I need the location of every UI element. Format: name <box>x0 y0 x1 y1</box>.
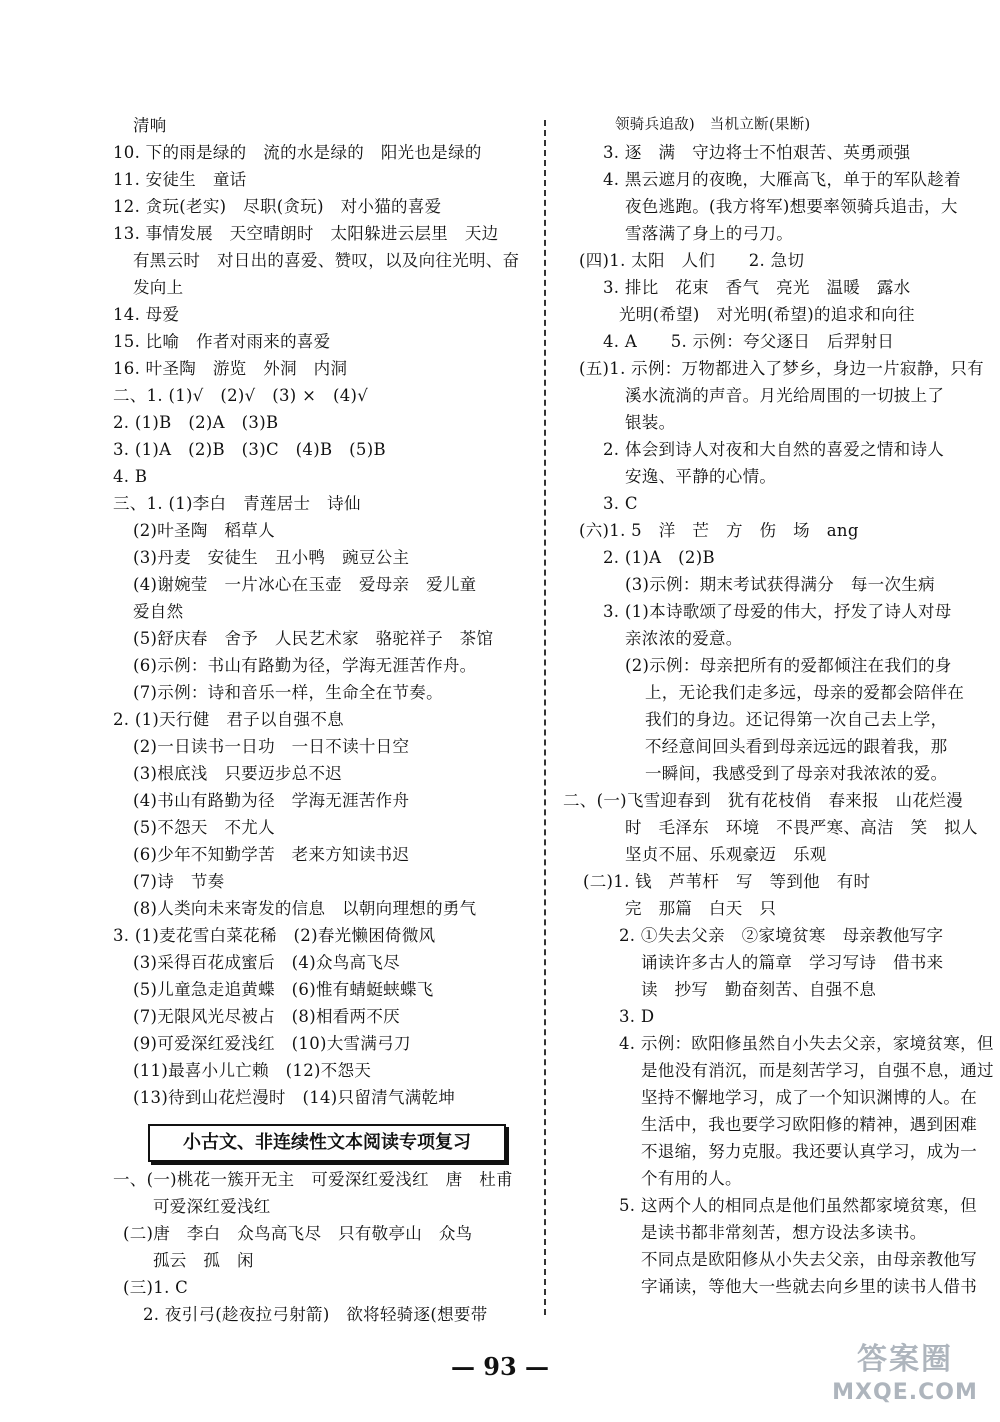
answer-line: 3. (1)本诗歌颂了母爱的伟大，抒发了诗人对母 <box>603 602 952 621</box>
watermark-logo <box>820 1340 990 1412</box>
answer-line: (5)不怨天 不尤人 <box>133 818 275 837</box>
answer-line: (四)1. 太阳 人们 2. 急切 <box>579 251 805 270</box>
answer-line: 3. 逐 满 守边将士不怕艰苦、英勇顽强 <box>603 143 911 162</box>
answer-line: 5. 这两个人的相同点是他们虽然都家境贫寒，但 <box>619 1196 977 1215</box>
answer-line: (六)1. 5 洋 芒 方 伤 场 ang <box>579 521 859 540</box>
left-column <box>113 112 533 1111</box>
answer-line: 诵读许多古人的篇章 学习写诗 借书来 <box>641 953 944 972</box>
answer-line: (7)示例：诗和音乐一样，生命全在节奏。 <box>133 683 443 702</box>
section-title: 小古文、非连续性文本阅读专项复习 <box>148 1124 506 1162</box>
answer-line: 上，无论我们走多远，母亲的爱都会陪伴在 <box>645 683 965 702</box>
answer-line: (6)少年不知勤学苦 老来方知读书迟 <box>133 845 410 864</box>
answer-line: 孤云 孤 闲 <box>153 1251 254 1270</box>
answer-line: 完 那篇 白天 只 <box>625 899 777 918</box>
answer-line: 2. 夜引弓(趁夜拉弓射箭) 欲将轻骑逐(想要带 <box>143 1305 488 1324</box>
left-column-after-title <box>113 1166 533 1328</box>
answer-line: 16. 叶圣陶 游览 外洞 内洞 <box>113 359 348 378</box>
answer-line: (11)最喜小儿亡赖 (12)不怨天 <box>133 1061 372 1080</box>
answer-line: 4. 示例：欧阳修虽然自小失去父亲，家境贫寒，但 <box>619 1034 994 1053</box>
answer-line: 11. 安徒生 童话 <box>113 170 247 189</box>
answer-line: 2. (1)天行健 君子以自强不息 <box>113 710 344 729</box>
answer-line: 有黑云时 对日出的喜爱、赞叹，以及向往光明、奋 <box>133 251 520 270</box>
answer-line: 雪落满了身上的弓刀。 <box>625 224 793 243</box>
answer-line: (2)一日读书一日功 一日不读十日空 <box>133 737 410 756</box>
answer-line: 是读书都非常刻苦，想方设法多读书。 <box>641 1223 927 1242</box>
answer-line: 夜色逃跑。(我方将军)想要率领骑兵追击，大 <box>625 197 958 216</box>
answer-line: 3. (1)麦花雪白菜花稀 (2)春光懒困倚微风 <box>113 926 436 945</box>
answer-line: (5)儿童急走追黄蝶 (6)惟有蜻蜓蛱蝶飞 <box>133 980 434 999</box>
answer-line: 我们的身边。还记得第一次自己去上学， <box>645 710 948 729</box>
column-divider <box>544 120 546 1315</box>
answer-line: 溪水流淌的声音。月光给周围的一切披上了 <box>625 386 945 405</box>
answer-line: 2. (1)A (2)B <box>603 548 715 567</box>
answer-line: (3)丹麦 安徒生 丑小鸭 豌豆公主 <box>133 548 410 567</box>
answer-line: 4. 黑云遮月的夜晚，大雁高飞，单于的军队趁着 <box>603 170 961 189</box>
answer-line: 字诵读，等他大一些就去向乡里的读书人借书 <box>641 1277 977 1296</box>
answer-line: 是他没有消沉，而是刻苦学习，自强不息，通过 <box>641 1061 994 1080</box>
answer-line: (13)待到山花烂漫时 (14)只留清气满乾坤 <box>133 1088 456 1107</box>
answer-line: 安逸、平静的心情。 <box>625 467 777 486</box>
answer-line: 不同点是欧阳修从小失去父亲，由母亲教他写 <box>641 1250 977 1269</box>
answer-line: 可爱深红爱浅红 <box>153 1197 271 1216</box>
answer-line: 3. D <box>619 1007 655 1026</box>
answer-line: (7)诗 节奏 <box>133 872 225 891</box>
answer-line: 光明(希望) 对光明(希望)的追求和向往 <box>619 305 915 324</box>
answer-line: 二、(一)飞雪迎春到 犹有花枝俏 春来报 山花烂漫 <box>563 791 963 810</box>
answer-line: (五)1. 示例：万物都进入了梦乡，身边一片寂静，只有 <box>579 359 984 378</box>
answer-line: (3)根底浅 只要迈步总不迟 <box>133 764 343 783</box>
answer-line: (7)无限风光尽被占 (8)相看两不厌 <box>133 1007 400 1026</box>
answer-line: (6)示例：书山有路勤为径，学海无涯苦作舟。 <box>133 656 477 675</box>
answer-line: 不退缩，努力克服。我还要认真学习，成为一 <box>641 1142 977 1161</box>
right-column <box>563 112 993 1300</box>
answer-line: 发向上 <box>133 278 184 297</box>
answer-line: 不经意间回头看到母亲远远的跟着我，那 <box>645 737 948 756</box>
answer-line: (3)示例：期末考试获得满分 每一次生病 <box>625 575 935 594</box>
answer-line: 银装。 <box>625 413 676 432</box>
answer-line: 时 毛泽东 环境 不畏严寒、高洁 笑 拟人 <box>625 818 978 837</box>
answer-line: 亲浓浓的爱意。 <box>625 629 743 648</box>
answer-line: 3. C <box>603 494 638 513</box>
answer-line: (4)书山有路勤为径 学海无涯苦作舟 <box>133 791 410 810</box>
answer-line: (三)1. C <box>123 1278 189 1297</box>
answer-line: 2. ①失去父亲 ②家境贫寒 母亲教他写字 <box>619 926 944 945</box>
answer-line: (二)唐 李白 众鸟高飞尽 只有敬亭山 众鸟 <box>123 1224 473 1243</box>
answer-line: 13. 事情发展 天空晴朗时 太阳躲进云层里 天边 <box>113 224 499 243</box>
answer-line: 12. 贪玩(老实) 尽职(贪玩) 对小猫的喜爱 <box>113 197 442 216</box>
answer-line: (8)人类向未来寄发的信息 以朝向理想的勇气 <box>133 899 477 918</box>
answer-line: 15. 比喻 作者对雨来的喜爱 <box>113 332 331 351</box>
answer-line: 4. A 5. 示例：夸父逐日 后羿射日 <box>603 332 895 351</box>
watermark-main-text: 答案圈 <box>857 1342 953 1377</box>
answer-line: (2)叶圣陶 稻草人 <box>133 521 275 540</box>
answer-line: 爱自然 <box>133 602 184 621</box>
answer-line: 清响 <box>133 116 167 135</box>
answer-line: 2. (1)B (2)A (3)B <box>113 413 279 432</box>
answer-line: 读 抄写 勤奋刻苦、自强不息 <box>641 980 877 999</box>
page-number: — 93 — <box>450 1352 550 1381</box>
answer-line: 个有用的人。 <box>641 1169 742 1188</box>
answer-line: (4)谢婉莹 一片冰心在玉壶 爱母亲 爱儿童 <box>133 575 477 594</box>
answer-line: 一瞬间，我感受到了母亲对我浓浓的爱。 <box>645 764 948 783</box>
answer-line: 14. 母爱 <box>113 305 180 324</box>
answer-line: 10. 下的雨是绿的 流的水是绿的 阳光也是绿的 <box>113 143 482 162</box>
answer-line: (二)1. 钱 芦苇杆 写 等到他 有时 <box>583 872 871 891</box>
answer-line: (5)舒庆春 舍予 人民艺术家 骆驼祥子 茶馆 <box>133 629 494 648</box>
answer-line: 坚贞不屈、乐观豪迈 乐观 <box>625 845 827 864</box>
answer-line: 一、(一)桃花一簇开无主 可爱深红爱浅红 唐 杜甫 <box>113 1170 513 1189</box>
answer-line: 3. 排比 花束 香气 亮光 温暖 露水 <box>603 278 911 297</box>
answer-line: 坚持不懈地学习，成了一个知识渊博的人。在 <box>641 1088 977 1107</box>
answer-line: 生活中，我也要学习欧阳修的精神，遇到困难 <box>641 1115 977 1134</box>
watermark-sub-text: MXQE.COM <box>832 1380 978 1405</box>
answer-line: 二、1. (1)√ (2)√ (3) × (4)√ <box>113 386 369 405</box>
answer-line: 4. B <box>113 467 148 486</box>
answer-line: (9)可爱深红爱浅红 (10)大雪满弓刀 <box>133 1034 411 1053</box>
answer-line: 2. 体会到诗人对夜和大自然的喜爱之情和诗人 <box>603 440 945 459</box>
answer-line: 领骑兵追敌) 当机立断(果断) <box>615 117 811 133</box>
answer-line: 三、1. (1)李白 青莲居士 诗仙 <box>113 494 361 513</box>
answer-line: 3. (1)A (2)B (3)C (4)B (5)B <box>113 440 386 459</box>
answer-line: (3)采得百花成蜜后 (4)众鸟高飞尽 <box>133 953 400 972</box>
answer-line: (2)示例：母亲把所有的爱都倾注在我们的身 <box>625 656 952 675</box>
